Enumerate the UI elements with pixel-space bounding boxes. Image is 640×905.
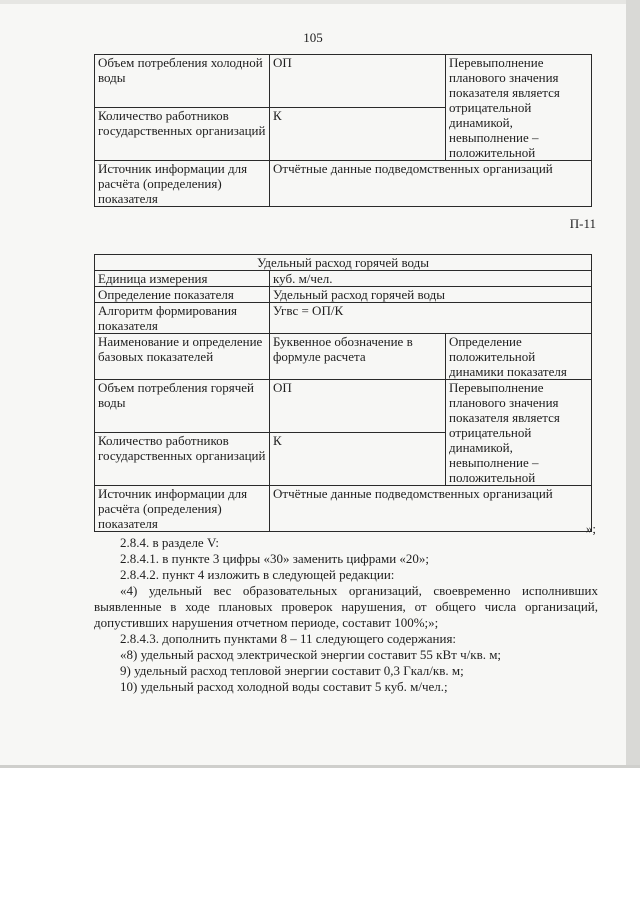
table-cell: куб. м/чел. xyxy=(270,271,592,287)
table-title: Удельный расход горячей воды xyxy=(95,255,592,271)
table-cell: Количество работников государственных организаций xyxy=(95,433,270,486)
table-cell: Единица измерения xyxy=(95,271,270,287)
scan-edge-top xyxy=(0,0,626,4)
table-cell: Определение показателя xyxy=(95,287,270,303)
table-row xyxy=(95,334,592,380)
page-number: 105 xyxy=(303,30,323,45)
table-cell: ОП xyxy=(270,55,446,108)
table-cell: Наименование и определение базовых показателей xyxy=(95,334,270,380)
table-cell: К xyxy=(270,108,446,161)
amendment-text xyxy=(94,535,598,695)
table-row xyxy=(95,287,592,303)
paragraph: 2.8.4.2. пункт 4 изложить в следующей редакции: xyxy=(120,567,395,582)
table-cell: Объем потребления горячей воды xyxy=(95,380,270,433)
hot-water-indicator-table xyxy=(94,254,592,532)
table-cell: Буквенное обозначение в формуле расчета xyxy=(270,334,446,380)
table-row xyxy=(95,255,592,271)
scan-edge-right xyxy=(626,0,640,768)
table-row xyxy=(95,161,592,207)
table-cell: Источник информации для расчёта (определения) показателя xyxy=(95,486,270,532)
table-cell: Определение положительной динамики показателя xyxy=(446,334,592,380)
scan-edge-bottom xyxy=(0,765,640,768)
table-cell: Перевыполнение планового значения показателя является отрицательной динамикой, невыполнение – положительной xyxy=(446,55,592,161)
table-cell: Алгоритм формирования показателя xyxy=(95,303,270,334)
table-cell: Угвс = ОП/К xyxy=(270,303,592,334)
table-cell: Отчётные данные подведомственных организаций xyxy=(270,161,592,207)
closing-quote: »; xyxy=(585,521,596,536)
table-row xyxy=(95,303,592,334)
indicator-table-continued xyxy=(94,54,592,207)
table-cell: Удельный расход горячей воды xyxy=(270,287,592,303)
table-cell: К xyxy=(270,433,446,486)
table-cell: Объем потребления холодной воды xyxy=(95,55,270,108)
table-cell: ОП xyxy=(270,380,446,433)
paragraph: 10) удельный расход холодной воды составит 5 куб. м/чел.; xyxy=(120,679,448,694)
table-row xyxy=(95,271,592,287)
paragraph: 9) удельный расход тепловой энергии составит 0,3 Гкал/кв. м; xyxy=(120,663,464,678)
paragraph: 2.8.4.3. дополнить пунктами 8 – 11 следующего содержания: xyxy=(120,631,457,646)
table-cell: Источник информации для расчёта (определения) показателя xyxy=(95,161,270,207)
table-cell: Количество работников государственных организаций xyxy=(95,108,270,161)
annex-label: П-11 xyxy=(569,216,596,231)
table-cell: Отчётные данные подведомственных организаций xyxy=(270,486,592,532)
table-row xyxy=(95,486,592,532)
paragraph: «4) удельный вес образовательных организаций, своевременно исполнивших выявленные в ходе плановых проверок нарушения, от общего числа организаций, допустивших нарушения отчетном периоде, составит 100%;»; xyxy=(94,583,598,630)
paragraph: 2.8.4.1. в пункте 3 цифры «30» заменить цифрами «20»; xyxy=(120,551,430,566)
paragraph: «8) удельный расход электрической энергии составит 55 кВт ч/кв. м; xyxy=(120,647,502,662)
table-row xyxy=(95,55,592,108)
table-row xyxy=(95,380,592,433)
table-cell: Перевыполнение планового значения показателя является отрицательной динамикой, невыполнение – положительной xyxy=(446,380,592,486)
paragraph: 2.8.4. в разделе V: xyxy=(120,535,219,550)
